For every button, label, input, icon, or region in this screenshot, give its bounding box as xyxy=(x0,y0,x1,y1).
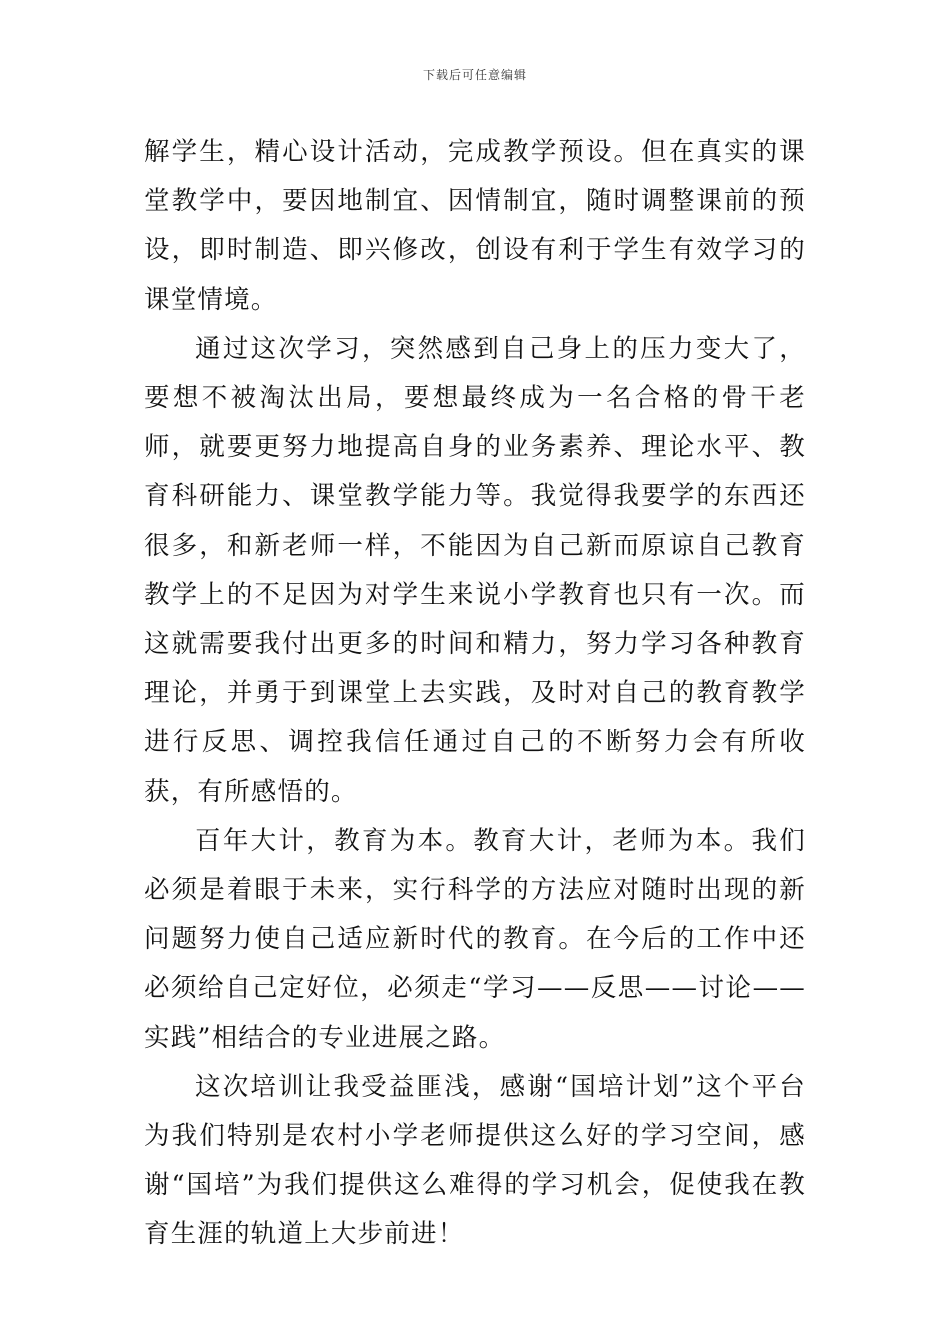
paragraph-3: 百年大计，教育为本。教育大计，老师为本。我们必须是着眼于未来，实行科学的方法应对随时出现的新问题努力使自己适应新时代的教育。在今后的工作中还必须给自己定好位，必须走“学习——反思——讨论——实践”相结合的专业进展之路。 xyxy=(144,825,806,1053)
header-note: 下载后可任意编辑 xyxy=(422,68,527,82)
paragraph-2: 通过这次学习，突然感到自己身上的压力变大了，要想不被淘汰出局，要想最终成为一名合格的骨干老师，就要更努力地提高自身的业务素养、理论水平、教育科研能力、课堂教学能力等。我觉得我要学的东西还很多，和新老师一样，不能因为自己新而原谅自己教育教学上的不足因为对学生来说小学教育也只有一次。而这就需要我付出更多的时间和精力，努力学习各种教育理论，并勇于到课堂上去实践，及时对自己的教育教学进行反思、调控我信任通过自己的不断努力会有所收获，有所感悟的。 xyxy=(144,333,806,807)
paragraph-4: 这次培训让我受益匪浅，感谢“国培计划”这个平台为我们特别是农村小学老师提供这么好的学习空间，感谢“国培”为我们提供这么难得的学习机会，促使我在教育生涯的轨道上大步前进！ xyxy=(144,1071,806,1250)
paragraph-1: 解学生，精心设计活动，完成教学预设。但在真实的课堂教学中，要因地制宜、因情制宜，随时调整课前的预设，即时制造、即兴修改，创设有利于学生有效学习的课堂情境。 xyxy=(144,137,806,315)
document-body xyxy=(144,128,806,1260)
